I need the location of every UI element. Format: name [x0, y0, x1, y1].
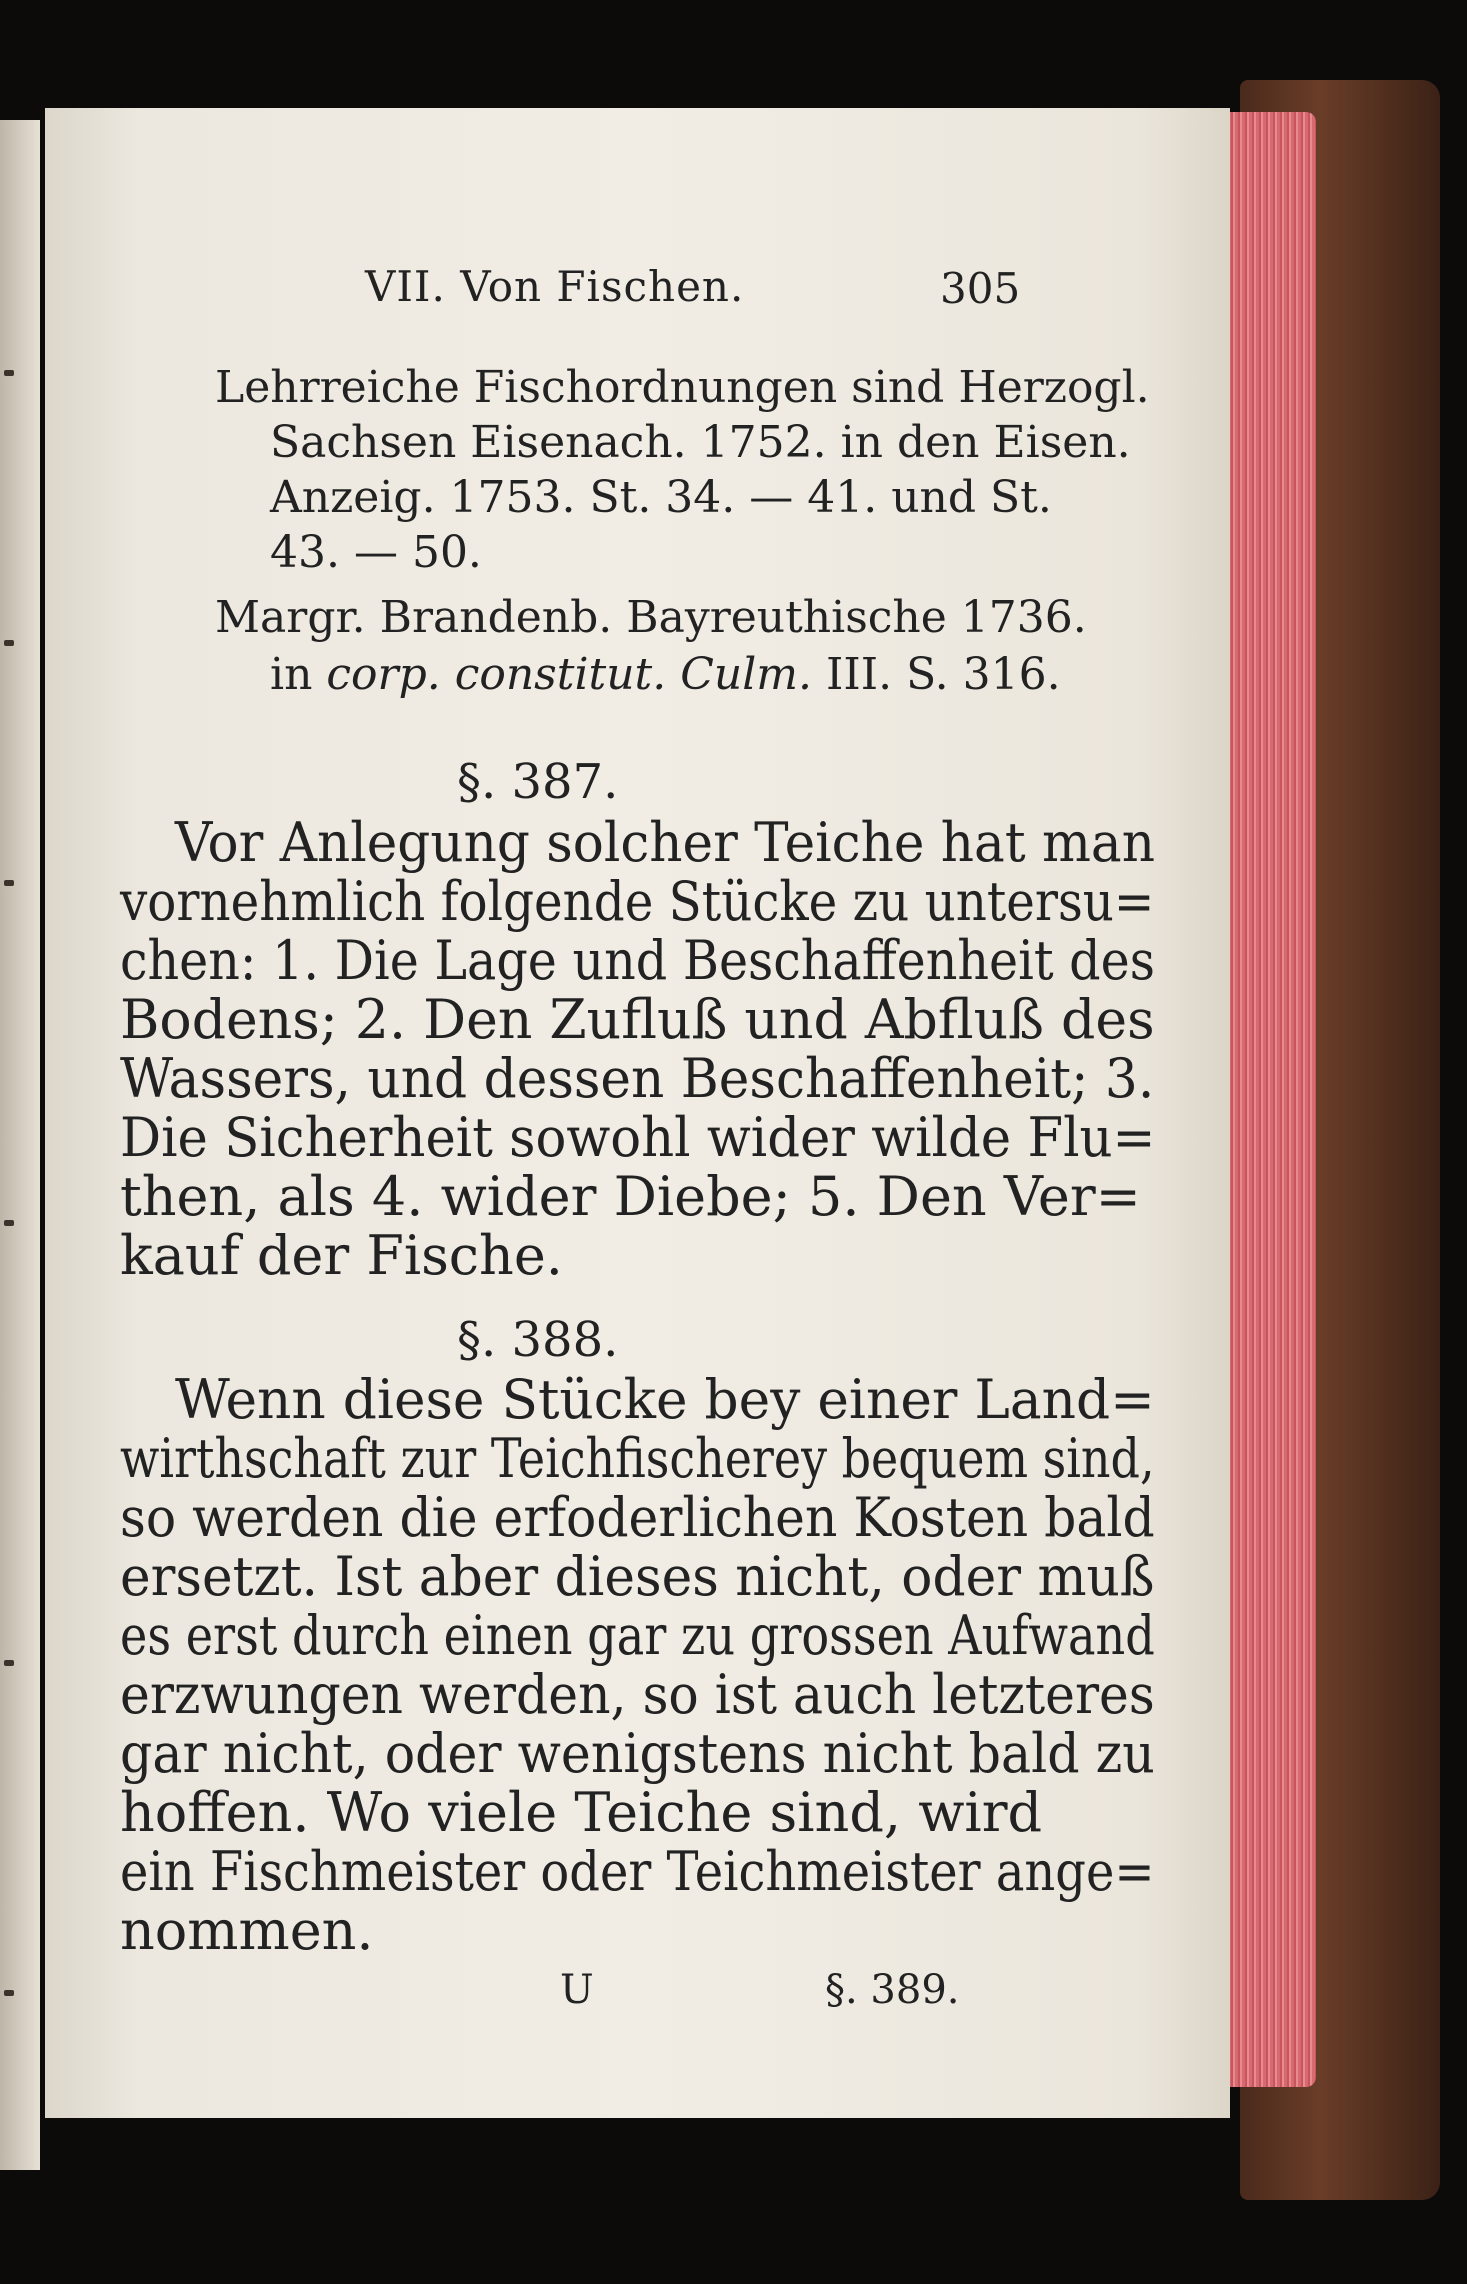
paragraph-line: then, als 4. wider Diebe; 5. Den Ver=	[120, 1165, 1141, 1228]
section-heading: §. 387.	[457, 754, 619, 810]
footnote-line: Margr. Brandenb. Bayreuthische 1736.	[215, 592, 1087, 643]
footnote-line: Lehrreiche Fischordnungen sind Herzogl.	[215, 362, 1150, 413]
section-heading: §. 388.	[457, 1312, 619, 1368]
paragraph-line: chen: 1. Die Lage und Beschaffenheit des	[120, 929, 1155, 992]
paragraph-line: wirthschaft zur Teichfischerey bequem sind,	[120, 1427, 1155, 1490]
bleed-mark	[4, 1220, 14, 1226]
paragraph-line: nommen.	[120, 1899, 374, 1962]
paragraph-line: ein Fischmeister oder Teichmeister ange=	[120, 1840, 1155, 1903]
footnote-last-line	[270, 649, 1061, 700]
page-number: 305	[940, 264, 1021, 313]
footnote-italic: corp. constitut. Culm.	[326, 649, 812, 700]
paragraph-line: vornehmlich folgende Stücke zu untersu=	[120, 870, 1155, 933]
bleed-mark	[4, 1990, 14, 1996]
bleed-mark	[4, 640, 14, 646]
footnote-line: Anzeig. 1753. St. 34. — 41. und St.	[270, 472, 1052, 523]
paragraph-line: ersetzt. Ist aber dieses nicht, oder muß	[120, 1545, 1155, 1608]
catchword: §. 389.	[825, 1967, 960, 2013]
paragraph-line: Die Sicherheit sowohl wider wilde Flu=	[120, 1106, 1156, 1169]
signature-mark: U	[560, 1967, 594, 2013]
footnote-line: 43. — 50.	[270, 527, 482, 578]
paragraph-line: gar nicht, oder wenigstens nicht bald zu	[120, 1722, 1155, 1785]
paragraph-line: erzwungen werden, so ist auch letzteres	[120, 1663, 1155, 1726]
paragraph-line: kauf der Fische.	[120, 1224, 563, 1287]
paragraph-line: Wenn diese Stücke bey einer Land=	[175, 1368, 1155, 1431]
gilt-page-edge	[1228, 112, 1316, 2087]
bleed-mark	[4, 880, 14, 886]
bleed-mark	[4, 370, 14, 376]
paragraph-line: Wassers, und dessen Beschaffenheit; 3.	[120, 1047, 1155, 1110]
bleed-mark	[4, 1660, 14, 1666]
running-title: VII. Von Fischen.	[365, 262, 745, 311]
paragraph-line: es erst durch einen gar zu grossen Aufwand	[120, 1604, 1155, 1667]
paragraph-line: so werden die erfoderlichen Kosten bald	[120, 1486, 1155, 1549]
book-page	[45, 108, 1230, 2118]
paragraph-line: Vor Anlegung solcher Teiche hat man	[175, 811, 1155, 874]
paragraph-line: Bodens; 2. Den Zufluß und Abfluß des	[120, 988, 1155, 1051]
paragraph-line: hoffen. Wo viele Teiche sind, wird	[120, 1781, 1043, 1844]
footnote-line: Sachsen Eisenach. 1752. in den Eisen.	[270, 417, 1131, 468]
footnote-suffix: III. S. 316.	[811, 649, 1061, 700]
footnote-prefix: in	[270, 649, 327, 700]
left-page-edge	[0, 120, 40, 2170]
